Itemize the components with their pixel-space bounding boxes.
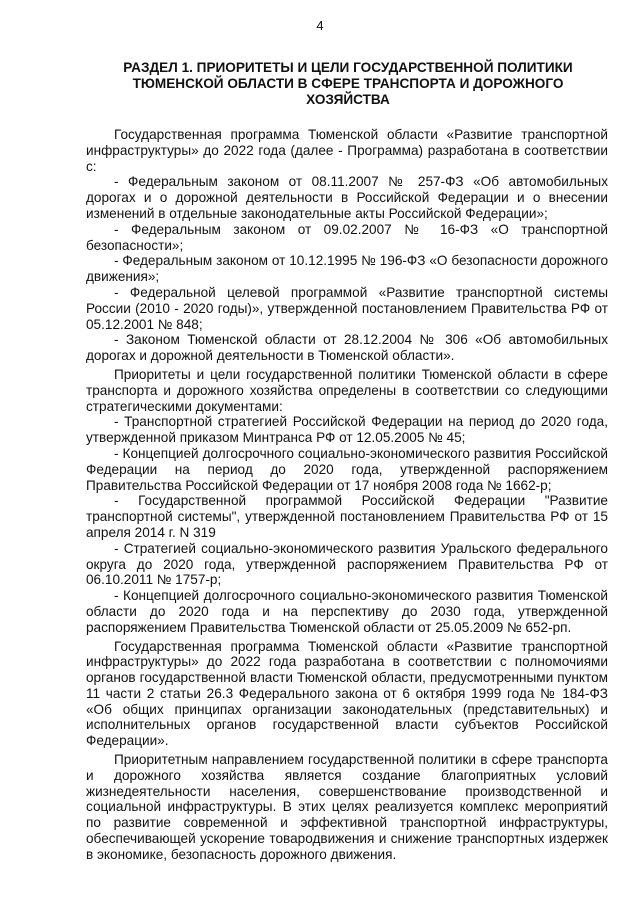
list-item-ural-strategy: - Стратегией социально-экономического развития Уральского федерального округа до 2020 года, утвержденной распоряжением Правительства РФ от 06.10.2011 № 1757-р; (86, 540, 608, 588)
body-text (86, 127, 608, 863)
priority-direction-paragraph: Приоритетным направлением государственной политики в сфере транспорта и дорожного хозяйства является создание благоприятных условий жизнедеятельности населения, совершенствование производственной и социальной инфраструктуры. В этих целях реализуется комплекс мероприятий по развитие современной и эффективной транспортной инфраструктуры, обеспечивающей ускорение товародвижения и снижение транспортных издержек в экономике, безопасность дорожного движения. (86, 752, 608, 862)
priorities-paragraph: Приоритеты и цели государственной политики Тюменской области в сфере транспорта и дорожного хозяйства определены в соответствии со следующими стратегическими документами: (86, 366, 608, 414)
program-authority-paragraph: Государственная программа Тюменской области «Развитие транспортной инфраструктуры» до 2022 года разработана в соответствии с полномочиями органов государственной власти Тюменской области, предусмотренными пунктом 11 части 2 статьи 26.3 Федерального закона от 6 октября 1999 года № 184-ФЗ «Об общих принципах организации законодательных (представительных) и исполнительных органов государственной власти субъектов Российской Федерации». (86, 638, 608, 749)
list-item-regional-law-306: - Законом Тюменской области от 28.12.2004 № 306 «Об автомобильных дорогах и дорожной деятельности в Тюменской области». (86, 332, 608, 364)
list-item-federal-law-16: - Федеральным законом от 09.02.2007 № 16-ФЗ «О транспортной безопасности»; (86, 221, 608, 253)
list-item-federal-law-196: - Федеральным законом от 10.12.1995 № 196-ФЗ «О безопасности дорожного движения»; (86, 253, 608, 285)
list-item-tyumen-concept: - Концепцией долгосрочного социально-экономического развития Тюменской области до 2020 года и на перспективу до 2030 года, утвержденной распоряжением Правительства Тюменской области от 25.05.2009 № 652-рп. (86, 588, 608, 635)
list-item-federal-program: - Федеральной целевой программой «Развитие транспортной системы России (2010 - 2020 годы)», утвержденной постановлением Правительства РФ от 05.12.2001 № 848; (86, 284, 608, 332)
list-item-transport-strategy: - Транспортной стратегией Российской Федерации на период до 2020 года, утвержденной приказом Минтранса РФ от 12.05.2005 № 45; (86, 414, 608, 446)
list-item-state-program: - Государственной программой Российской Федерации "Развитие транспортной системы", утвержденной постановлением Правительства РФ от 15 апреля 2014 г. N 319 (86, 493, 608, 540)
list-item-rf-concept: - Концепцией долгосрочного социально-экономического развития Российской Федерации на период до 2020 года, утвержденной распоряжением Правительства Российской Федерации от 17 ноября 2008 года № 1662-р; (86, 445, 608, 493)
section-title: РАЗДЕЛ 1. ПРИОРИТЕТЫ И ЦЕЛИ ГОСУДАРСТВЕННОЙ ПОЛИТИКИ ТЮМЕНСКОЙ ОБЛАСТИ В СФЕРЕ ТРАНСПОРТА И ДОРОЖНОГО ХОЗЯЙСТВА (123, 60, 573, 107)
intro-paragraph: Государственная программа Тюменской области «Развитие транспортной инфраструктуры» до 2022 года (далее - Программа) разработана в соответствии с: (86, 127, 608, 174)
list-item-federal-law-257: - Федеральным законом от 08.11.2007 № 257-ФЗ «Об автомобильных дорогах и о дорожной деятельности в Российской Федерации и о внесении изменений в отдельные законодательные акты Российской Федерации»; (86, 174, 608, 221)
page-number: 4 (316, 18, 324, 33)
